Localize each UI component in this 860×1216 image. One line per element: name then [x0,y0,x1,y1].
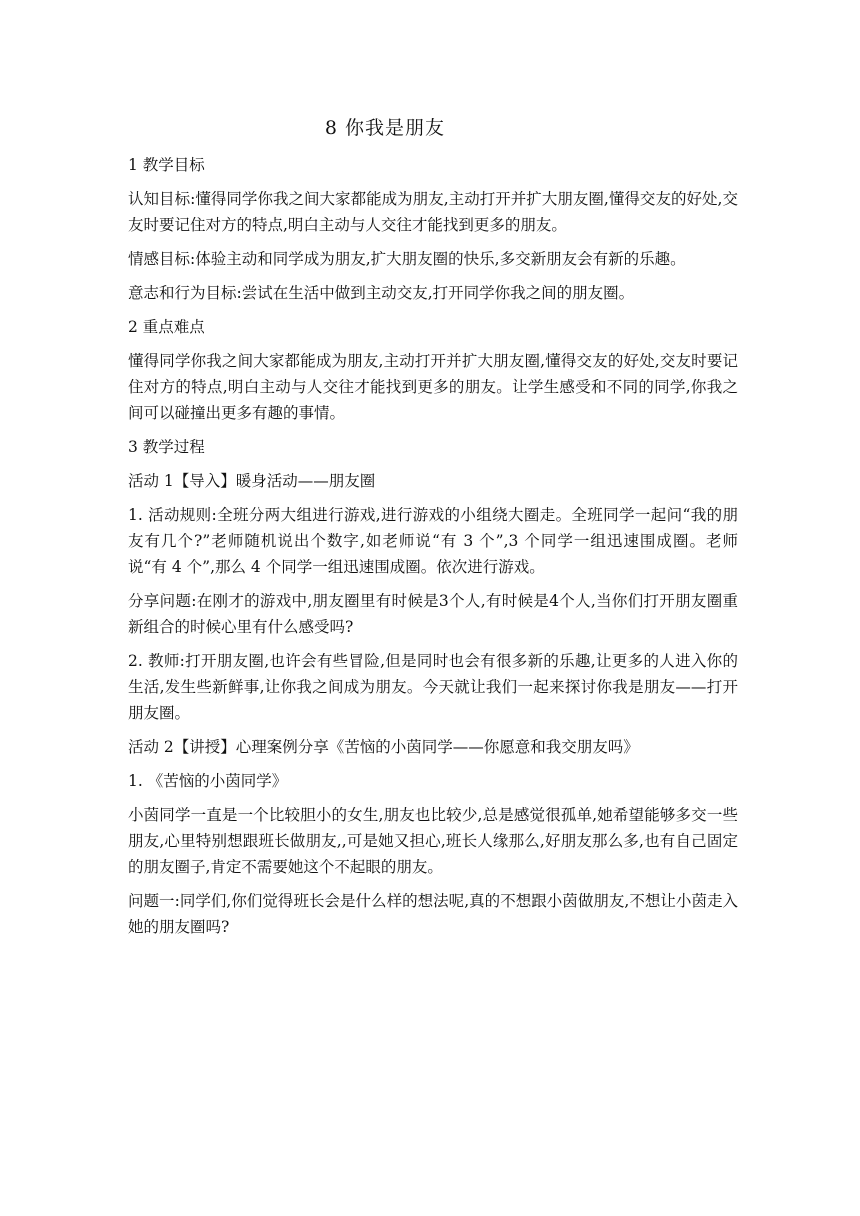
heading-activity-1: 活动 1【导入】暖身活动——朋友圈 [128,472,376,490]
heading-activity-2: 活动 2【讲授】心理案例分享《苦恼的小茵同学——你愿意和我交朋友吗》 [128,738,639,756]
paragraph-case-story: 小茵同学一直是一个比较胆小的女生,朋友也比较少,总是感觉很孤单,她希望能够多交一些朋友,心里特别想跟班长做朋友,,可是她又担心,班长人缘那么,好朋友那么多,也有自己固定的朋友圈子,肯定不需要她这个不起眼的朋友。 [128,806,738,876]
heading-case-title: 1. 《苦恼的小茵同学》 [128,772,288,790]
document-body [128,152,738,948]
paragraph-emotional-goal: 情感目标:体验主动和同学成为朋友,扩大朋友圈的快乐,多交新朋友会有新的乐趣。 [128,250,686,268]
paragraph-key-points: 懂得同学你我之间大家都能成为朋友,主动打开并扩大朋友圈,懂得交友的好处,交友时要记住对方的特点,明白主动与人交往才能找到更多的朋友。让学生感受和不同的同学,你我之间可以碰撞出更多有趣的事情。 [128,352,738,422]
heading-teaching-goals: 1 教学目标 [128,156,205,174]
paragraph-teacher: 2. 教师:打开朋友圈,也许会有些冒险,但是同时也会有很多新的乐趣,让更多的人进入你的生活,发生些新鲜事,让你我之间成为朋友。今天就让我们一起来探讨你我是朋友——打开朋友圈。 [128,652,738,722]
paragraph-share-question: 分享问题:在刚才的游戏中,朋友圈里有时候是3个人,有时候是4个人,当你们打开朋友圈重新组合的时候心里有什么感受吗? [128,592,738,636]
heading-key-points: 2 重点难点 [128,318,205,336]
paragraph-activity-rules: 1. 活动规则:全班分两大组进行游戏,进行游戏的小组绕大圈走。全班同学一起问“我的朋友有几个?”老师随机说出个数字,如老师说“有 3 个”,3 个同学一组迅速围成圈。老师说“有 4 个”,那么 4 个同学一组迅速围成圈。依次进行游戏。 [128,506,738,576]
heading-teaching-process: 3 教学过程 [128,438,205,456]
paragraph-question-1: 问题一:同学们,你们觉得班长会是什么样的想法呢,真的不想跟小茵做朋友,不想让小茵走入她的朋友圈吗? [128,892,738,936]
paragraph-cognitive-goal: 认知目标:懂得同学你我之间大家都能成为朋友,主动打开并扩大朋友圈,懂得交友的好处,交友时要记住对方的特点,明白主动与人交往才能找到更多的朋友。 [128,190,738,234]
paragraph-behavior-goal: 意志和行为目标:尝试在生活中做到主动交友,打开同学你我之间的朋友圈。 [128,284,635,302]
document-title: 8 你我是朋友 [324,117,446,139]
